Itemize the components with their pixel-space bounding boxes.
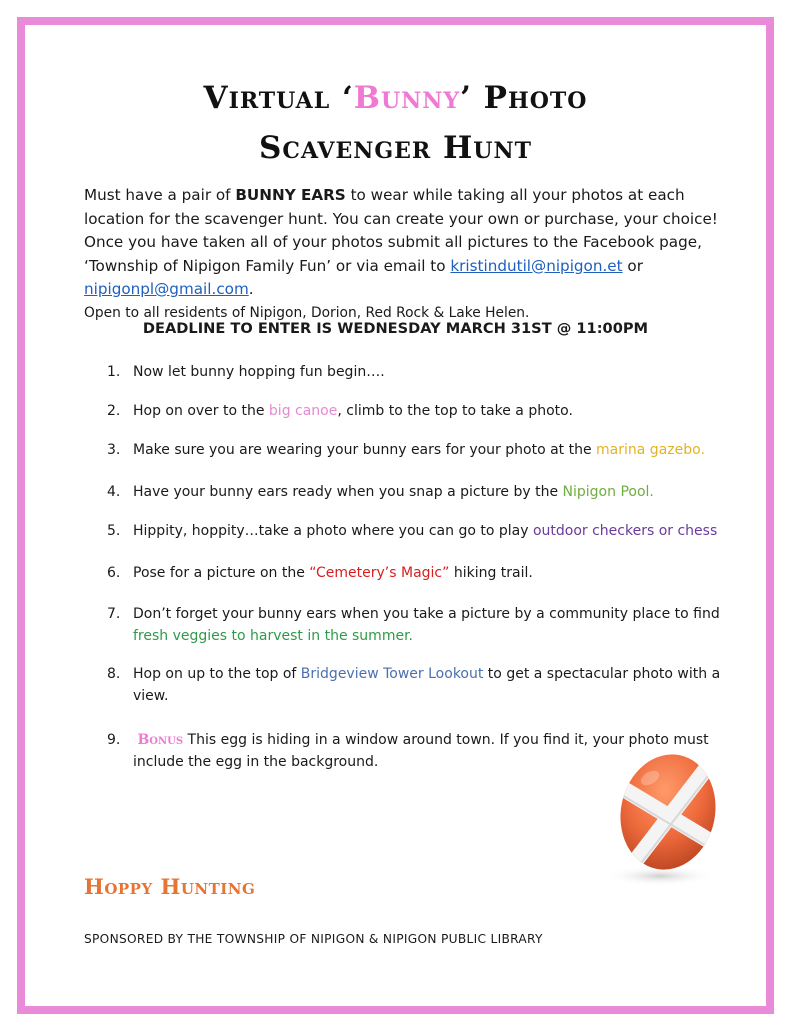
item-text-part: Have your bunny ears ready when you snap a picture by the bbox=[133, 484, 563, 500]
egg-image bbox=[598, 748, 744, 888]
sponsor-line: SPONSORED BY THE TOWNSHIP OF NIPIGON & NIPIGON PUBLIC LIBRARY bbox=[84, 932, 543, 946]
bunny-ears-emphasis: BUNNY EARS bbox=[235, 186, 346, 204]
title-text: Virtual ‘ bbox=[203, 80, 354, 116]
intro-text: or bbox=[622, 256, 643, 275]
location-bridgeview-tower: Bridgeview Tower Lookout bbox=[300, 666, 484, 682]
intro-text: Must have a pair of bbox=[84, 186, 236, 204]
item-text bbox=[133, 440, 727, 462]
item-number: 5. bbox=[107, 523, 121, 539]
deadline-heading: DEADLINE TO ENTER IS WEDNESDAY MARCH 31ST @ 11:00PM bbox=[142, 320, 649, 337]
item-text bbox=[133, 521, 727, 543]
item-text: Now let bunny hopping fun begin…. bbox=[133, 364, 385, 380]
residents-note: Open to all residents of Nipigon, Dorion, Red Rock & Lake Helen. bbox=[84, 304, 530, 321]
item-number: 3. bbox=[107, 442, 121, 458]
item-text-part: This egg is hiding in a window around town. If you find it, your photo must include the egg in the background. bbox=[133, 732, 709, 770]
item-text-part: Pose for a picture on the bbox=[133, 565, 310, 581]
location-outdoor-checkers: outdoor checkers or chess bbox=[532, 523, 718, 539]
title-text: ’ Photo bbox=[460, 80, 588, 116]
item-number: 4. bbox=[107, 484, 121, 500]
bonus-label: Bonus bbox=[137, 732, 184, 748]
item-text-part: Don’t forget your bunny ears when you take a picture by a community place to find bbox=[133, 606, 720, 622]
item-text bbox=[133, 401, 727, 423]
intro-text: to wear while taking all your photos at each location for the scavenger hunt. You can create your own or purchase, your choice! Once you have taken all of your photos submit all pictures to the Facebook page, ‘Township of Nipigon Family Fun’ or via email to bbox=[84, 186, 718, 275]
item-text-part: Hop on up to the top of bbox=[133, 666, 301, 682]
item-text bbox=[133, 664, 727, 707]
item-number: 6. bbox=[107, 565, 121, 581]
item-number: 7. bbox=[107, 606, 121, 622]
egg-icon bbox=[598, 748, 744, 888]
item-number: 9. bbox=[107, 732, 121, 748]
title-line-1 bbox=[0, 80, 791, 116]
item-text bbox=[133, 482, 727, 504]
item-text bbox=[133, 604, 727, 647]
intro-paragraph bbox=[84, 184, 724, 325]
location-nipigon-pool: Nipigon Pool. bbox=[562, 484, 654, 500]
email-link-kristin[interactable]: kristindutil@nipigon.et bbox=[450, 256, 623, 275]
title-bunny-word: Bunny bbox=[353, 80, 461, 116]
item-number: 1. bbox=[107, 364, 121, 380]
title-line-2: Scavenger Hunt bbox=[259, 130, 532, 166]
item-text-part: , climb to the top to take a photo. bbox=[337, 403, 573, 419]
location-marina-gazebo: marina gazebo. bbox=[596, 442, 705, 458]
item-number: 2. bbox=[107, 403, 121, 419]
location-big-canoe: big canoe bbox=[268, 403, 338, 419]
location-fresh-veggies: fresh veggies to harvest in the summer. bbox=[133, 627, 413, 644]
item-text-part: Hippity, hoppity…take a photo where you can go to play bbox=[133, 523, 533, 539]
item-text-part: hiking trail. bbox=[449, 565, 533, 581]
item-text-part: Hop on over to the bbox=[133, 403, 269, 419]
email-link-nipigonpl[interactable]: nipigonpl@gmail.com bbox=[84, 280, 249, 298]
hoppy-hunting-heading: Hoppy Hunting bbox=[84, 874, 256, 899]
item-number: 8. bbox=[107, 666, 121, 682]
intro-text: . bbox=[248, 280, 254, 298]
location-cemeterys-magic: “Cemetery’s Magic” bbox=[309, 565, 450, 581]
item-text-part: Make sure you are wearing your bunny ears for your photo at the bbox=[133, 442, 597, 458]
item-text bbox=[133, 563, 727, 585]
item-text-part: to get a spectacular photo with a view. bbox=[133, 666, 721, 704]
